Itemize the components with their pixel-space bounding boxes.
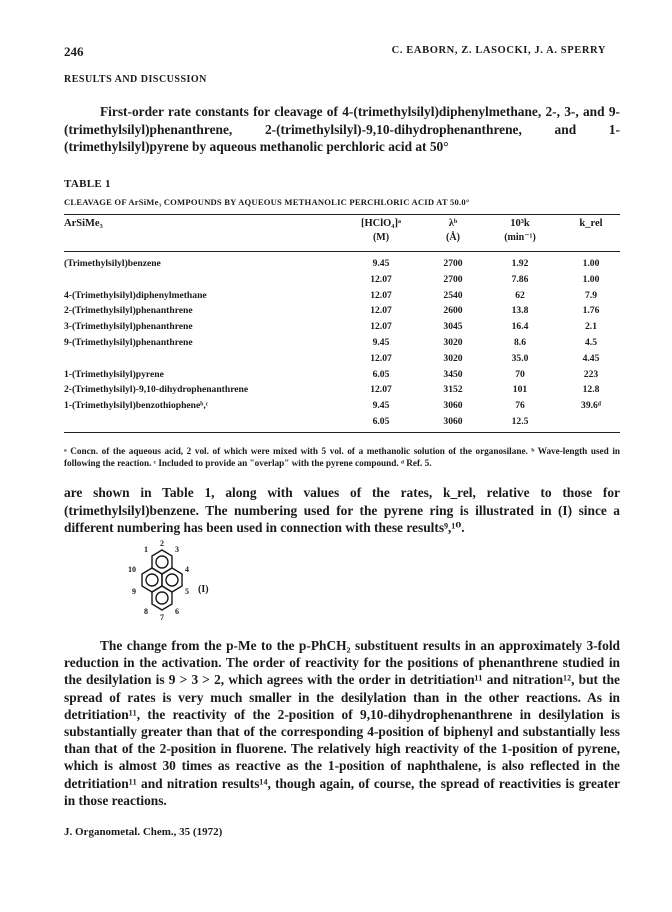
ring-bottom [152, 586, 172, 610]
running-header-authors: C. EABORN, Z. LASOCKI, J. A. SPERRY [391, 45, 606, 56]
cell-krel: 39.6ᵈ [581, 400, 601, 412]
table-row [64, 305, 620, 319]
pos-2: 2 [160, 539, 164, 548]
table-row [64, 337, 620, 351]
cell-compound: 2-(Trimethylsilyl)-9,10-dihydrophenanthrene [64, 384, 249, 396]
pos-6: 6 [175, 607, 179, 616]
cell-wave: 2700 [443, 273, 463, 285]
cell-conc: 12.07 [370, 273, 392, 285]
cell-wave: 3020 [443, 352, 463, 364]
cell-k: 101 [512, 384, 528, 396]
cell-conc: 9.45 [372, 400, 390, 412]
table-row [64, 353, 620, 367]
cell-compound: 9-(Trimethylsilyl)phenanthrene [64, 337, 193, 348]
cell-k: 13.8 [511, 305, 529, 317]
cell-krel: 4.45 [582, 352, 600, 364]
cell-compound: 4-(Trimethylsilyl)diphenylmethane [64, 289, 207, 301]
header-conc: [HClO₄]ᵃ [360, 218, 402, 229]
cell-k: 8.6 [514, 337, 526, 348]
table-title: TABLE 1 [64, 178, 111, 190]
discussion-paragraph: The change from the p-Me to the p-PhCH₂ substituent results in an approximately 3-fold reduction in the activation. The order of reactivity for the positions of phenanthrene studied in the desilylation is 9 > 3 > 2, which agrees with the order in detritiation¹¹ and nitration¹², but the spread of rates is very much smaller in the desilylation than in the other reactions. As in detritiation¹¹, the reactivity of the 2-position of 9,10-dihydrophenanthrene in desilylation is substantially greater than that of the corresponding 4-position of biphenyl and substantially less than that of the 2-position in fluorene. The relatively high reactivity of the 1-position of pyrene, which is almost 30 times as reactive as the 1-position of naphthalene, is also reflected in the detritiation¹¹ and nitration results¹⁴, though again, of course, the spread of reactivities is greater in those reactions. [64, 638, 620, 808]
cell-conc: 9.45 [372, 337, 390, 348]
cell-k: 12.5 [511, 416, 529, 427]
ring-top-circle [156, 556, 168, 568]
structure-label: (I) [198, 584, 209, 595]
pos-4: 4 [185, 565, 189, 574]
table-top-rule [64, 214, 620, 215]
table-caption: CLEAVAGE OF ArSiMe₃ COMPOUNDS BY AQUEOUS METHANOLIC PERCHLORIC ACID AT 50.0° [64, 197, 470, 207]
pos-7: 7 [160, 613, 164, 622]
pos-10: 10 [128, 565, 136, 574]
cell-conc: 6.05 [372, 416, 390, 427]
cell-krel: 1.00 [582, 273, 600, 285]
pos-3: 3 [175, 545, 179, 554]
cell-wave: 2540 [443, 289, 463, 301]
cell-k: 16.4 [511, 321, 529, 333]
table-footnote: ᵃ Concn. of the aqueous acid, 2 vol. of which were mixed with 5 vol. of a methanolic solution of the organosilane. ᵇ Wave-length used in following the reaction. ᶜ Included to provide an "overlap" with the pyrene compound. ᵈ Ref. 5. [64, 446, 620, 468]
header-krel: k_rel [579, 218, 603, 229]
table-row [64, 369, 620, 383]
header-k-unit: (min⁻¹) [504, 232, 536, 243]
cell-k: 7.86 [511, 273, 529, 285]
cell-krel: 1.00 [582, 258, 600, 269]
table-header-rule [64, 251, 620, 252]
cell-krel: 12.8 [582, 384, 600, 396]
cell-wave: 3060 [443, 416, 463, 427]
pos-1: 1 [144, 545, 148, 554]
intro-paragraph: First-order rate constants for cleavage of 4-(trimethylsilyl)diphenylmethane, 2-, 3-, and 9-(trimethylsilyl)phenanthrene, 2-(trimethylsilyl)-9,10-dihydrophenanthrene, and 1-(trimethylsilyl)pyrene by aqueous methanolic perchloric acid at 50° [64, 104, 620, 154]
cell-k: 35.0 [511, 352, 529, 364]
table-row [64, 400, 620, 414]
journal-citation: J. Organometal. Chem., 35 (1972) [64, 826, 223, 838]
table-bottom-rule [64, 432, 620, 433]
cell-k: 70 [515, 368, 525, 380]
cell-compound: 1-(Trimethylsilyl)pyrene [64, 368, 164, 380]
header-k: 10³k [510, 218, 530, 229]
cell-wave: 3045 [443, 321, 463, 333]
table-row [64, 384, 620, 398]
cell-wave: 3060 [443, 400, 463, 412]
cell-krel: 4.5 [585, 337, 597, 348]
cell-conc: 12.07 [370, 305, 392, 317]
table-header-units [64, 232, 620, 246]
table-row [64, 274, 620, 288]
table-row [64, 416, 620, 430]
cell-conc: 12.07 [370, 384, 392, 396]
cell-conc: 12.07 [370, 321, 392, 333]
ring-left-circle [146, 574, 158, 586]
header-wave: λᵇ [448, 218, 458, 229]
cell-conc: 9.45 [372, 258, 390, 269]
table-row [64, 290, 620, 304]
results-paragraph: are shown in Table 1, along with values of the rates, k_rel, relative to those for (trimethylsilyl)benzene. The numbering used for the pyrene ring is illustrated in (I) since a different numbering has been used in connection with these results⁹,¹⁰. [64, 485, 620, 535]
cell-conc: 6.05 [372, 368, 390, 380]
cell-k: 1.92 [511, 258, 529, 269]
cell-wave: 2700 [443, 258, 463, 269]
ring-bottom-circle [156, 592, 168, 604]
pos-8: 8 [144, 607, 148, 616]
cell-k: 76 [515, 400, 525, 412]
header-conc-unit: (M) [372, 232, 390, 243]
cell-conc: 12.07 [370, 352, 392, 364]
cell-wave: 3020 [443, 337, 463, 348]
cell-compound: 1-(Trimethylsilyl)benzothiopheneᵇ,ᶜ [64, 400, 209, 412]
cell-wave: 2600 [443, 305, 463, 317]
pyrene-structure-svg [100, 538, 240, 638]
pos-9: 9 [132, 587, 136, 596]
cell-krel: 223 [583, 368, 599, 380]
table-header-row [64, 218, 620, 232]
cell-wave: 3152 [443, 384, 463, 396]
cell-k: 62 [515, 289, 525, 301]
table-row [64, 258, 620, 272]
header-compound: ArSiMe₃ [64, 218, 103, 229]
pos-5: 5 [185, 587, 189, 596]
cell-conc: 12.07 [370, 289, 392, 301]
cell-compound: (Trimethylsilyl)benzene [64, 258, 161, 269]
page-number: 246 [64, 44, 84, 59]
cell-krel: 1.76 [582, 305, 600, 317]
section-heading: RESULTS AND DISCUSSION [64, 74, 207, 85]
cell-compound: 2-(Trimethylsilyl)phenanthrene [64, 305, 193, 317]
header-wave-unit: (Å) [446, 232, 460, 243]
ring-right-circle [166, 574, 178, 586]
cell-compound: 3-(Trimethylsilyl)phenanthrene [64, 321, 193, 333]
cell-krel: 7.9 [585, 289, 597, 301]
table-row [64, 321, 620, 335]
cell-krel: 2.1 [585, 321, 597, 333]
cell-wave: 3450 [443, 368, 463, 380]
